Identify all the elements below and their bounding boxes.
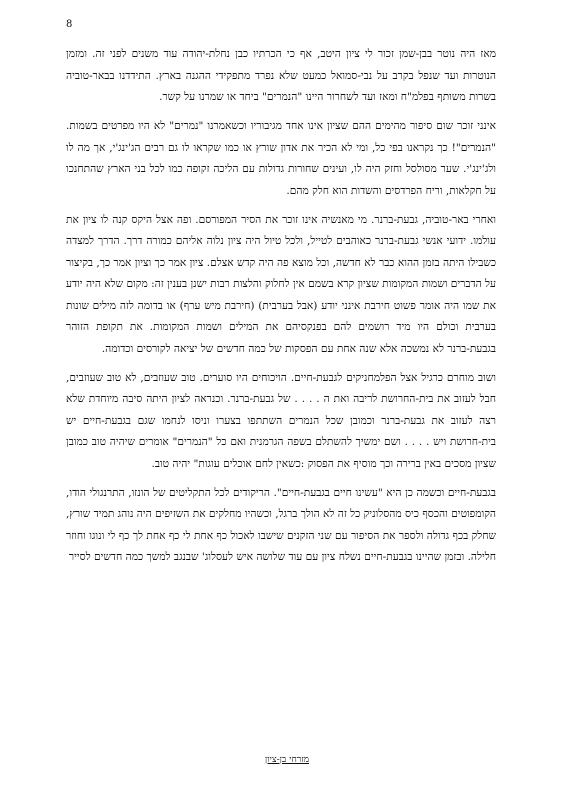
paragraph-1: מאז היה נוטר בבן-שמן זכור לי ציון היטב, אף כי הכרתיו כבן נחלת-יהודה עוד משנים לפני זה. ומזמן הנוטרות ועד שנפל בקרב על נבי-סמואל כמעט שלא נפרד מתפקידי ההגנה בארץ. התידדנו בבאר-טוביה בשרות משותף בפלמ"ח ומאז ועד לשחרור היינו "הנמרים" ביחד או שמרנו על קשר. — [66, 48, 496, 103]
body-text — [66, 44, 496, 576]
paragraph-5: בגבעת-חיים וכשמה כן היא "עשינו חיים בגבעת-חיים". הריקודים לכל התקליטים של הונזו, התרנגולי הודו, הקומפוטים והכסף כיס מהסלוניק כל זה לא הולך ברגל, וכשהיו מחלקים את השזיפים היה נוהג תמיד שורץ, שחלק בכף גדולה ולספר את הסיפור עם שני הזקנים שישבו לאכול כף אחת לי כף אחת לך כף לי ונוגו וחוזר חלילה. ובזמן שהיינו בגבעת-חיים נשלח ציון עם עוד שלושה איש לעסלוג' שבנגב למשך כמה חדשים לסייר — [66, 486, 496, 563]
paragraph-4: ושוב מוחרם כרגיל אצל הפלמחניקים לגבעת-חיים. הויכוחים היו סוערים. טוב שעוזבים, לא טוב שעוזבים, חבל לעזוב את בית-החרושת לריבה ואת ה . . . . של גבעת-ברנר. וכנראה לציון היתה סיבה מיוחדת שלא רצה לעזוב את גבעת-ברנר וכמובן שכל הנמרים השתתפו בצערו וניסו לנחמו שגם בגבעת-חיים יש בית-חרושת ויש . . . . ושם ימשיך להשתלם בשפה הגרמנית ואם כל "הנמרים" אומרים שיהיה טוב כמובן שציון מסכים באין ברירה וכך מוסיף את הפסוק :כשאין לחם אוכלים עוגות" יהיה טוב. — [66, 371, 496, 470]
author-signature: מזרחי בן-ציון — [264, 755, 310, 765]
page-number: 8 — [66, 19, 73, 30]
paragraph-2: אינני זוכר שום סיפור מהימים ההם שציון אינו אחד מגיבוריו וכשאמרנו "נמרים" לא היו מפרטים בשמות. "הנמרים"! כך נקראנו בפי כל, ומי לא הכיר את אדון שורץ או כמו שקראו לו גם רבים הג'ינג'י, אך מה לו ולג'ינג'י. שער מסולסל וחזק היה לו, ועינים שחורות גדולות עם הליכה זקופה כמו לכל בני הארץ שהתחנכו על חקלאות, וריח הפרדסים והשדות הוא חלק מהם. — [66, 120, 496, 197]
paragraph-3: ואחרי באר-טוביה, גבעת-ברנר. מי מאנשיה אינו זוכר את הסיר המפורסם. ופה אצל היקס קנה לו ציון את עולמו. ידועי אנשי גבעת-ברנר כאוהבים לטייל, ולכל טיול היה ציון נלוה אליהם כמורה דרך. הדרך למצדה כשבילו היתה בזמן ההוא כבר לא חדשה, וכל מוצא פה היה קדש אצלם. ציון אמר כך וציון אמר כך, בקיצור על הדברים ושמות המקומות שציון קרא בשמם אין לחלוק והלצות רבות ישנן בענין זה: מקום שלא היה יודע את שמו היה אומר פשוט חירבת אינני יודע (אבל בערבית) (חירבת מיש ערף) או בדומה לזה מילים שונות בערבית וכולם היו מיד רושמים להם בפנקסיהם את המילים ושמות המקומות. את תקופת הזוהר בגבעת-ברנר לא נמשכה אלא שנה אחת עם הפסקות של כמה חדשים של יציאה לקורסים וכדומה. — [66, 213, 496, 355]
